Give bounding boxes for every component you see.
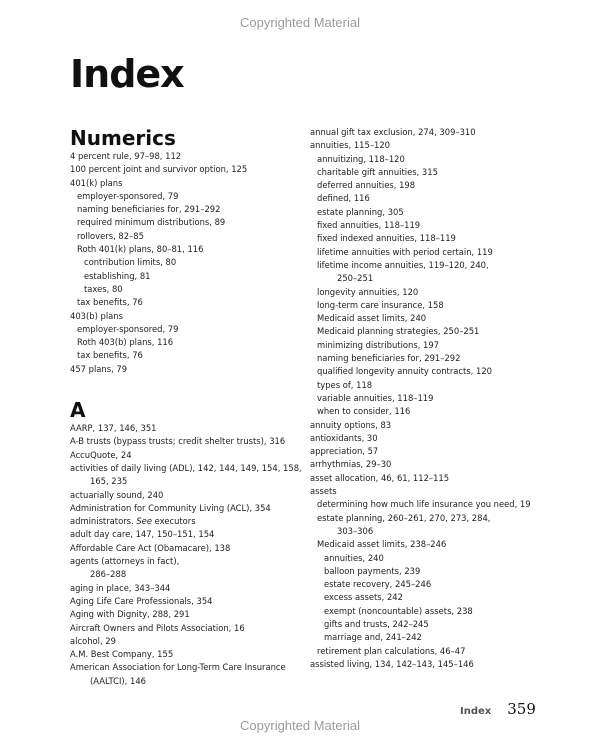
index-entry: types of, 118 bbox=[317, 379, 373, 390]
index-entry: asset allocation, 46, 61, 112–115 bbox=[310, 472, 450, 483]
index-entry: arrhythmias, 29–30 bbox=[310, 459, 392, 470]
index-entry: Medicaid asset limits, 238–246 bbox=[317, 539, 447, 550]
index-entry: aging in place, 343–344 bbox=[70, 582, 171, 593]
index-entry: Aging with Dignity, 288, 291 bbox=[70, 609, 190, 620]
index-entry: agents (attorneys in fact), bbox=[70, 556, 180, 567]
index-entry: lifetime annuities with period certain, 119 bbox=[317, 246, 493, 257]
index-entry: A.M. Best Company, 155 bbox=[70, 649, 174, 660]
index-entry: antioxidants, 30 bbox=[310, 432, 378, 443]
index-entry: balloon payments, 239 bbox=[324, 565, 421, 576]
index-entry: Medicaid planning strategies, 250–251 bbox=[317, 326, 480, 337]
index-entry: appreciation, 57 bbox=[310, 446, 379, 457]
footer-section-label: Index bbox=[460, 706, 492, 717]
index-entry-continuation: (AALTCI), 146 bbox=[90, 675, 146, 686]
index-entry-continuation: 250–251 bbox=[337, 273, 374, 284]
index-entry: A-B trusts (bypass trusts; credit shelter trusts), 316 bbox=[70, 436, 286, 447]
index-entry: gifts and trusts, 242–245 bbox=[324, 618, 429, 629]
index-entry: employer-sponsored, 79 bbox=[77, 190, 179, 201]
index-entry: assisted living, 134, 142–143, 145–146 bbox=[310, 658, 474, 669]
index-entry: lifetime income annuities, 119–120, 240, bbox=[317, 259, 489, 270]
index-entry: longevity annuities, 120 bbox=[317, 286, 419, 297]
index-entry: AARP, 137, 146, 351 bbox=[70, 423, 157, 434]
index-entry: Affordable Care Act (Obamacare), 138 bbox=[70, 542, 231, 553]
index-entry: when to consider, 116 bbox=[317, 406, 411, 417]
index-entry: annual gift tax exclusion, 274, 309–310 bbox=[310, 127, 476, 137]
index-entry: retirement plan calculations, 46–47 bbox=[317, 645, 466, 656]
page-title: Index bbox=[70, 52, 184, 96]
index-entry: assets bbox=[310, 486, 337, 497]
index-entry: exempt (noncountable) assets, 238 bbox=[324, 605, 473, 616]
watermark-bottom: Copyrighted Material bbox=[240, 718, 360, 733]
index-entry: charitable gift annuities, 315 bbox=[317, 166, 438, 177]
index-entry: estate planning, 260–261, 270, 273, 284, bbox=[317, 512, 491, 523]
index-entry: variable annuities, 118–119 bbox=[317, 392, 434, 403]
numerics-entries bbox=[70, 150, 310, 376]
index-column-right bbox=[310, 126, 550, 671]
index-entry-continuation: 286–288 bbox=[90, 569, 127, 580]
index-entry: annuitizing, 118–120 bbox=[317, 153, 405, 164]
index-entry: fixed indexed annuities, 118–119 bbox=[317, 233, 456, 244]
right-column-entries bbox=[310, 126, 550, 671]
index-entry: tax benefits, 76 bbox=[77, 297, 143, 308]
index-entry: employer-sponsored, 79 bbox=[77, 323, 179, 334]
index-entry: naming beneficiaries for, 291–292 bbox=[77, 204, 221, 215]
index-entry: alcohol, 29 bbox=[70, 635, 116, 646]
section-heading-a: A bbox=[70, 398, 86, 423]
index-entry-continuation: 303–306 bbox=[337, 525, 374, 536]
index-entry: Administration for Community Living (ACL), 354 bbox=[70, 502, 271, 513]
index-entry: rollovers, 82–85 bbox=[77, 230, 144, 241]
index-entry: minimizing distributions, 197 bbox=[317, 339, 440, 350]
index-entry: 4 percent rule, 97–98, 112 bbox=[70, 151, 182, 161]
index-entry: annuities, 240 bbox=[324, 552, 384, 563]
index-entry: naming beneficiaries for, 291–292 bbox=[317, 353, 461, 364]
a-entries bbox=[70, 422, 310, 688]
index-entry: fixed annuities, 118–119 bbox=[317, 220, 421, 231]
page-number: 359 bbox=[507, 700, 536, 718]
index-entry: qualified longevity annuity contracts, 120 bbox=[317, 366, 492, 377]
index-entry: estate recovery, 245–246 bbox=[324, 579, 432, 590]
page-footer bbox=[460, 700, 536, 720]
index-entry: defined, 116 bbox=[317, 193, 370, 204]
index-entry: administrators. See executors bbox=[70, 516, 196, 527]
index-entry: Roth 401(k) plans, 80–81, 116 bbox=[77, 244, 204, 255]
index-entry: contribution limits, 80 bbox=[84, 257, 177, 268]
index-entry: Medicaid asset limits, 240 bbox=[317, 313, 427, 324]
index-entry: excess assets, 242 bbox=[324, 592, 403, 603]
index-entry: 100 percent joint and survivor option, 125 bbox=[70, 164, 248, 175]
index-entry-continuation: 165, 235 bbox=[90, 476, 128, 487]
index-entry: 457 plans, 79 bbox=[70, 363, 128, 374]
index-entry: required minimum distributions, 89 bbox=[77, 217, 226, 228]
index-entry: Roth 403(b) plans, 116 bbox=[77, 337, 174, 348]
index-entry: 401(k) plans bbox=[70, 177, 123, 188]
index-entry: marriage and, 241–242 bbox=[324, 632, 422, 643]
index-entry: long-term care insurance, 158 bbox=[317, 299, 444, 310]
index-entry: adult day care, 147, 150–151, 154 bbox=[70, 529, 215, 540]
index-entry: Aircraft Owners and Pilots Association, 16 bbox=[70, 622, 245, 633]
index-entry: taxes, 80 bbox=[84, 283, 123, 294]
watermark-top: Copyrighted Material bbox=[240, 15, 360, 30]
index-entry: annuity options, 83 bbox=[310, 419, 392, 430]
index-entry: determining how much life insurance you need, 19 bbox=[317, 499, 531, 510]
index-entry: AccuQuote, 24 bbox=[70, 449, 132, 460]
index-entry: deferred annuities, 198 bbox=[317, 180, 416, 191]
index-column-left bbox=[70, 126, 310, 688]
index-entry: 403(b) plans bbox=[70, 310, 123, 321]
index-entry: annuities, 115–120 bbox=[310, 140, 390, 151]
index-entry: actuarially sound, 240 bbox=[70, 489, 164, 500]
index-entry: tax benefits, 76 bbox=[77, 350, 143, 361]
index-entry: estate planning, 305 bbox=[317, 206, 404, 217]
index-entry: activities of daily living (ADL), 142, 144, 149, 154, 158, bbox=[70, 462, 302, 473]
section-heading-numerics: Numerics bbox=[70, 126, 176, 150]
index-entry: establishing, 81 bbox=[84, 270, 151, 281]
index-entry: Aging Life Care Professionals, 354 bbox=[70, 595, 213, 606]
index-entry: American Association for Long-Term Care Insurance bbox=[70, 662, 286, 673]
